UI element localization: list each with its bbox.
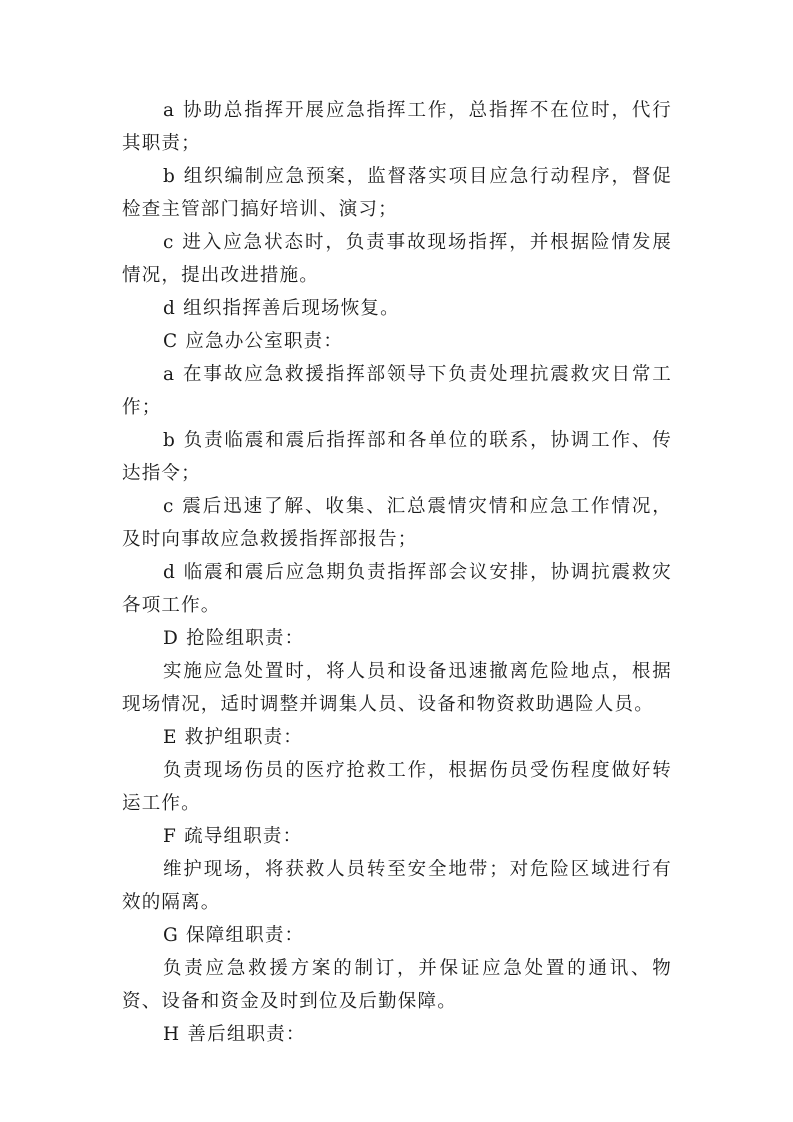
paragraph-a-office-duties: a 在事故应急救援指挥部领导下负责处理抗震救灾日常工作； <box>122 364 672 418</box>
paragraph-rescue-team-duties: 实施应急处置时，将人员和设备迅速撤离危险地点，根据现场情况，适时调整并调集人员、设备和物资救助遇险人员。 <box>122 661 672 715</box>
section-heading-medical-team: E 救护组职责： <box>163 727 303 748</box>
paragraph-c-deputy-duties: c 进入应急状态时，负责事故现场指挥，并根据险情发展情况，提出改进措施。 <box>122 232 672 286</box>
paragraph-c-office-duties: c 震后迅速了解、收集、汇总震情灾情和应急工作情况，及时向事故应急救援指挥部报告； <box>122 496 672 550</box>
paragraph-b-deputy-duties: b 组织编制应急预案，监督落实项目应急行动程序，督促检查主管部门搞好培训、演习； <box>122 166 672 220</box>
paragraph-d-office-duties: d 临震和震后应急期负责指挥部会议安排，协调抗震救灾各项工作。 <box>122 562 672 616</box>
document-body <box>122 94 672 1051</box>
section-heading-support-team: G 保障组职责： <box>163 925 305 946</box>
section-heading-evacuation-team: F 疏导组职责： <box>163 826 303 847</box>
section-heading-rescue-team: D 抢险组职责： <box>163 628 305 649</box>
paragraph-support-team-duties: 负责应急救援方案的制订，并保证应急处置的通讯、物资、设备和资金及时到位及后勤保障。 <box>122 958 672 1012</box>
section-heading-emergency-office: C 应急办公室职责： <box>163 331 344 352</box>
paragraph-a-deputy-duties: a 协助总指挥开展应急指挥工作，总指挥不在位时，代行其职责； <box>122 100 672 154</box>
paragraph-evacuation-team-duties: 维护现场，将获救人员转至安全地带；对危险区域进行有效的隔离。 <box>122 859 672 913</box>
paragraph-b-office-duties: b 负责临震和震后指挥部和各单位的联系，协调工作、传达指令； <box>122 430 672 484</box>
section-heading-aftermath-team: H 善后组职责： <box>163 1024 306 1045</box>
paragraph-medical-team-duties: 负责现场伤员的医疗抢救工作，根据伤员受伤程度做好转运工作。 <box>122 760 672 814</box>
paragraph-d-deputy-duties: d 组织指挥善后现场恢复。 <box>163 298 400 319</box>
